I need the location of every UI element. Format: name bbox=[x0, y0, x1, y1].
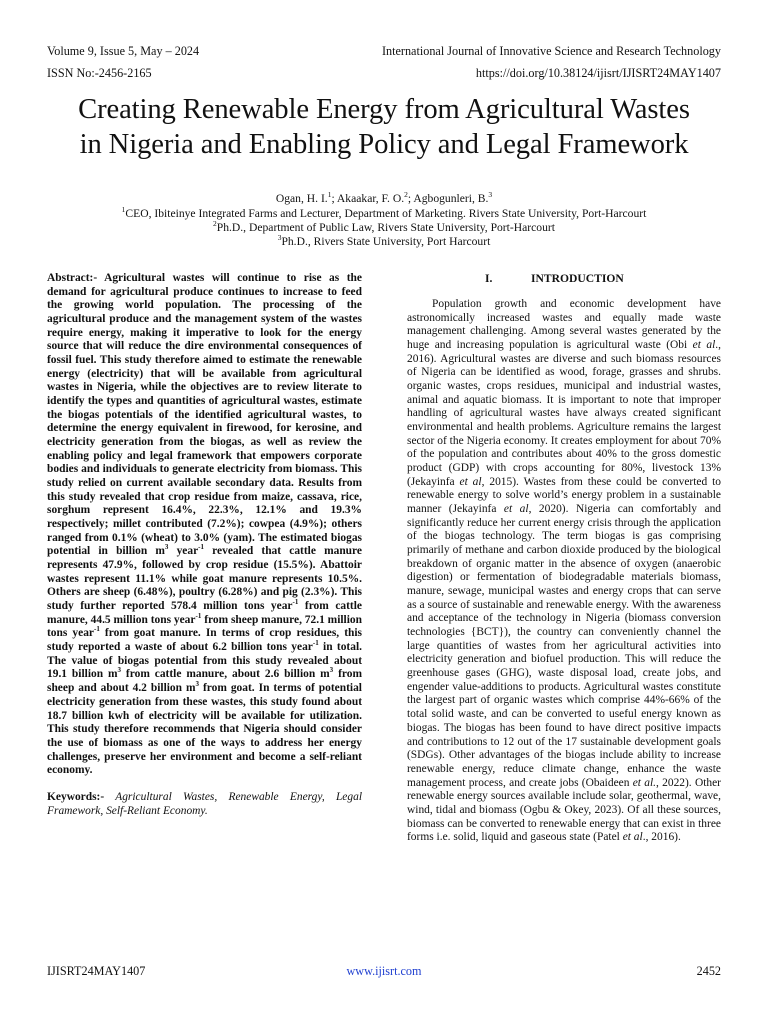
paper-title bbox=[30, 92, 738, 162]
journal-name: International Journal of Innovative Science and Research Technology bbox=[381, 44, 721, 58]
footer-paper-id: IJISRT24MAY1407 bbox=[47, 964, 146, 978]
keywords-text: Agricultural Wastes, Renewable Energy, Legal Framework, Self-Reliant Economy. bbox=[47, 790, 362, 817]
affiliation-1: $^1$CEO, Ibiteinye Integrated Farms and Lecturer, Department of Marketing. Rivers State University, Port-Harcourt bbox=[121, 205, 647, 220]
section-number: I. bbox=[485, 272, 493, 285]
page-number: 2452 bbox=[696, 964, 721, 978]
left-column bbox=[47, 272, 362, 818]
keywords-label: Keywords:- bbox=[47, 790, 105, 803]
paper-title-line-2: in Nigeria and Enabling Policy and Legal Framework bbox=[79, 129, 689, 160]
doi-link[interactable]: https://doi.org/10.38124/ijisrt/IJISRT24MAY1407 bbox=[475, 66, 721, 80]
volume-info: Volume 9, Issue 5, May – 2024 bbox=[47, 44, 200, 58]
right-column bbox=[407, 298, 721, 845]
author-list: Ogan, H. I.$^1$; Akaakar, F. O.$^2$; Agbogunleri, B.$^3$ bbox=[275, 190, 493, 205]
section-title: INTRODUCTION bbox=[531, 272, 624, 285]
affiliation-2: $^2$Ph.D., Department of Public Law, Rivers State University, Port-Harcourt bbox=[213, 219, 555, 234]
keywords bbox=[47, 791, 362, 818]
introduction-paragraph: Population growth and economic development have astronomically increased wastes and equally made waste management challenging. Among several wastes generated by the huge and increasing population is agricultural waste (Obi et al., 2016). Agricultural wastes are diverse and such biomass resources of Nigeria can be identified as wood, forage, grasses and shrubs. organic wastes, crops residues, municipal and industrial wastes, animal and aquatic biomass. It is important to note that improper handling of agricultural wastes have always created significant environmental and health problems. Agriculture remains the largest sector of the Nigeria economy. It creates employment for about 70% of the population and contributes about 40% to the gross domestic product (GDP) with crops accounting for 80%, livestock 13% (Jekayinfa et al, 2015). Wastes from these could be converted to renewable energy to solve world’s energy problem in a sustainable manner (Jekayinfa et al, 2020). Nigeria can comfortably and significantly reduce her current energy crisis through the application of the biogas technology. The term biogas is gas comprising primarily of methane and carbon dioxide produced by the biological breakdown of organic matter in the absence of oxygen (anaerobic digestion) or fermentation of biodegradable materials biomass, manure, sewage, municipal wastes and energy crops that can serve as a source of sustainable and renewable energy. With the awareness and acceptance of the technology in Nigeria (biomass conversion technologies {BCT}), the country can conveniently channel the large quantities of wastes from her agricultural activities into electricity generation and biofuel production. This will reduce the greenhouse gases (GHG), waste disposal load, create jobs, and engender value-additions to products. Agricultural wastes constitute the largest part of organic wastes which comprise 44%-66% of the total solid waste, and can be converted to useful energy known as biogas. The biogas has been found to have direct positive impacts and contributions to 12 out of the 17 sustainable development goals (SDGs). Other advantages of the biogas include ability to increase renewable energy, reduce climate change, enhance the waste management process, and create jobs (Obaideen et al., 2022). Other renewable energy sources available include solar, geothermal, wave, wind, tidal and biomass (Ogbu & Okey, 2023). Of all these sources, biomass can be converted to renewable energy that can exist in three forms i.e. solid, liquid and gaseous state (Patel et al., 2016). bbox=[407, 298, 722, 844]
paper-title-line-1: Creating Renewable Energy from Agricultural Wastes bbox=[78, 94, 690, 125]
issn: ISSN No:-2456-2165 bbox=[47, 66, 152, 80]
footer-website-link[interactable]: www.ijisrt.com bbox=[346, 964, 422, 978]
abstract: Abstract:- Agricultural wastes will continue to rise as the demand for agricultural produce continues to increase to feed the growing world population. The processing of the agricultural produce and the management system of the wastes require energy, making it imperative to look for the energy source that will reduce the dire environmental consequences of fossil fuel. This study therefore aimed to estimate the renewable energy (electricity) that will be available from agricultural wastes in Nigeria, while the objectives are to review literate to identify the types and quantities of agricultural wastes, estimate the biogas potentials of the identified agricultural wastes, to determine the energy equivalent in firewood, for kerosine, and electricity generation from the biogas, as well as review the enabling policy and legal framework that empowers corporate bodies and individuals to generate electricity from biomass. This study relied on current available secondary data. Results from this study revealed that crop residue from maize, cassava, rice, sorghum represent 16.4%, 22.3%, 12.1% and 19.3% respectively; millet contributed (7.2%); cowpea (4.9%); others ranged from 0.1% (wheat) to 3.0% (yam). The estimated biogas potential in billion $m^3$ year$^{-1}$ revealed that cattle manure represents 47.9%, followed by crop residue (15.5%). Abattoir wastes represent 11.1% while goat manure represents 10.5%. Others are sheep (6.48%), poultry (6.28%) and pig (2.3%). This study further reported 578.4 million tons year$^{-1}$ from cattle manure, 44.5 million tons year$^{-1}$ from sheep manure, 72.1 million tons year$^{-1}$ from goat manure. In terms of crop residues, this study reported a waste of about 6.2 billion tons year$^{-1}$ in total. The value of biogas potential from this study revealed about 19.1 billion $m^3$ from cattle manure, about 2.6 billion $m^3$ from sheep and about 4.2 billion $m^3$ from goat. In terms of potential electricity generation from these wastes, this study found about 18.7 billion kwh of electricity will be available for utilization. This study therefore recommends that Nigeria should consider the use of biomass as one of the ways to address her energy challenges, preserve her environment and become a self-reliant economy. bbox=[47, 272, 363, 777]
affiliation-3: $^3$Ph.D., Rivers State University, Port Harcourt bbox=[277, 233, 491, 248]
